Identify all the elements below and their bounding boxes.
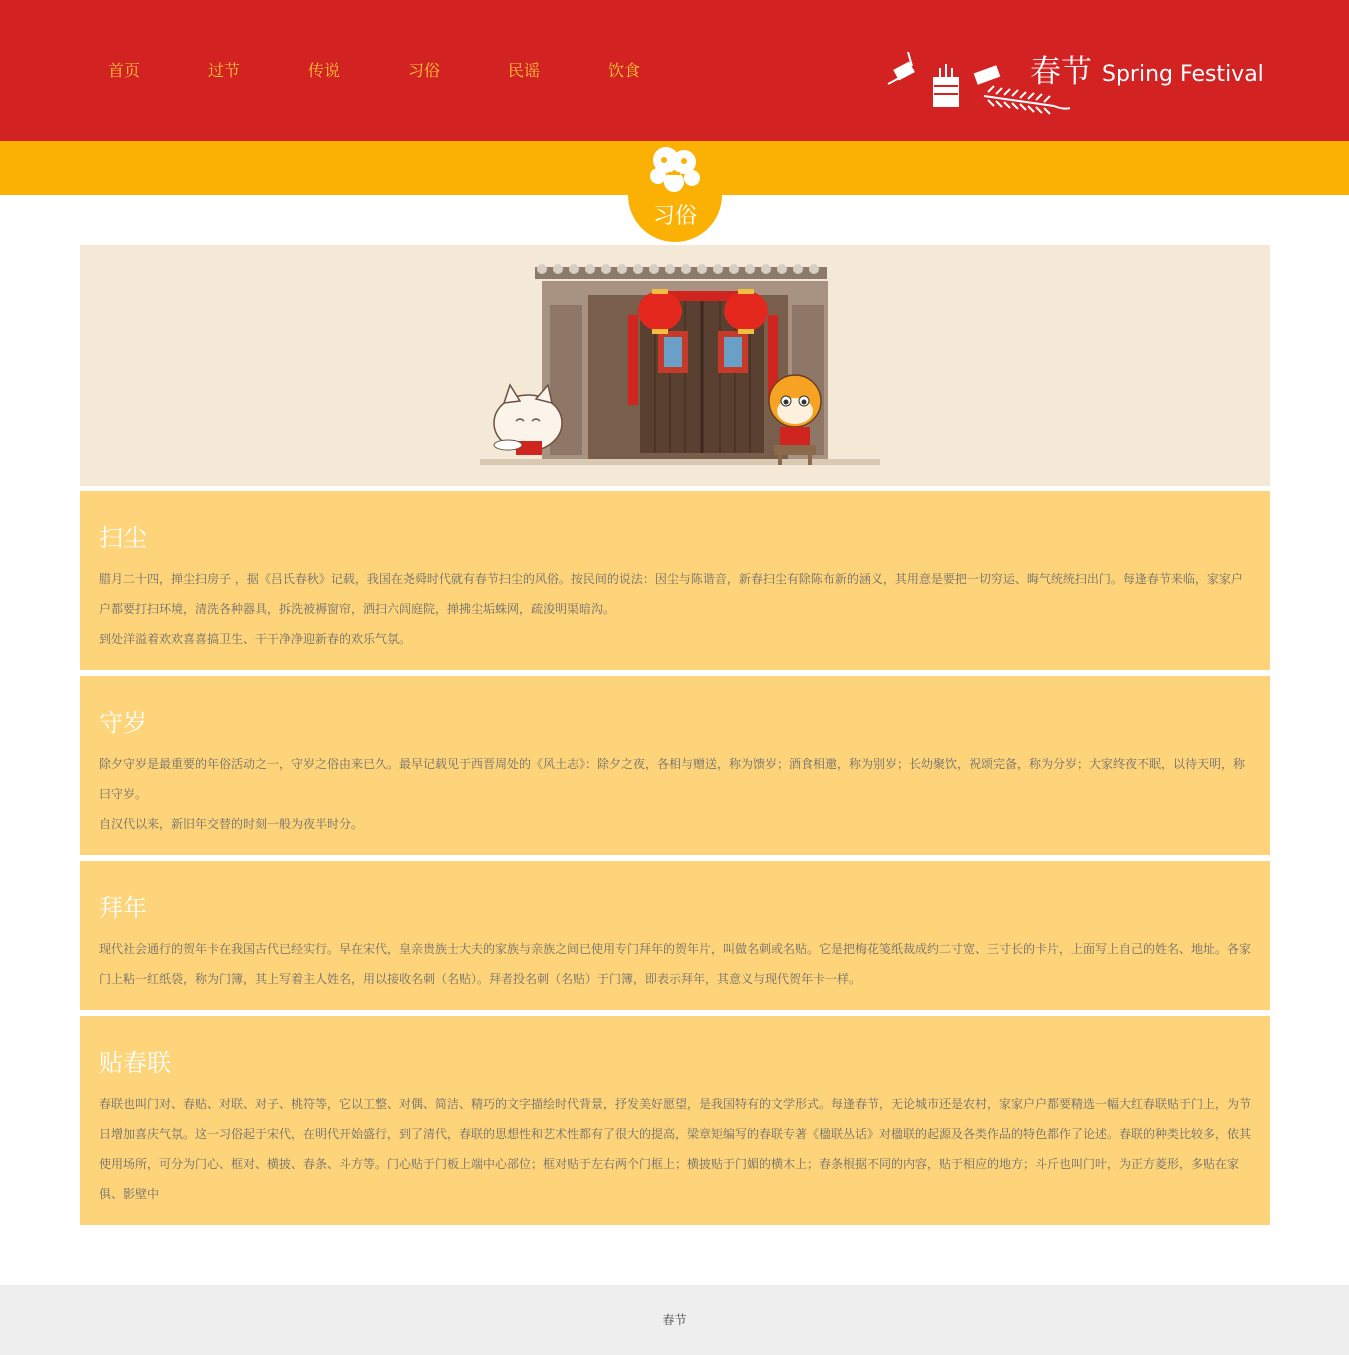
new-year-door-illustration [80, 245, 1270, 486]
nav-item-food[interactable]: 饮食 [608, 61, 641, 80]
footer-text: 春节 [662, 1313, 687, 1327]
section-paragraph: 自汉代以来，新旧年交替的时刻一般为夜半时分。 [99, 817, 364, 831]
site-header [0, 0, 1349, 141]
nav-item-folksong[interactable]: 民谣 [508, 61, 541, 80]
nav-item-festival[interactable]: 过节 [208, 61, 241, 80]
section-title: 守岁 [99, 709, 147, 737]
section-paragraph: 到处洋溢着欢欢喜喜搞卫生、干干净净迎新春的欢乐气氛。 [99, 632, 412, 646]
section-title: 拜年 [99, 894, 147, 922]
lion-dance-icon [640, 140, 710, 196]
site-footer [0, 1285, 1349, 1355]
brand-logo [884, 48, 1264, 128]
nav-item-customs[interactable]: 习俗 [408, 61, 441, 80]
banner-image [80, 245, 1270, 486]
section-new-year-greeting [80, 861, 1270, 1010]
section-new-years-eve [80, 676, 1270, 855]
nav-item-home[interactable]: 首页 [108, 61, 141, 80]
section-paragraph: 现代社会通行的贺年卡在我国古代已经实行。早在宋代，皇亲贵族士大夫的家族与亲族之间已使用专门拜年的贺年片，叫做名刺或名贴。它是把梅花笺纸裁成约二寸宽、三寸长的卡片，上面写上自己的姓名、地址。各家门上粘一红纸袋，称为门簿，其上写着主人姓名，用以接收名刺（名贴）。拜者投名刺（名贴）于门簿，即表示拜年，其意义与现代贺年卡一样。 [99, 942, 1252, 986]
section-sweeping [80, 491, 1270, 670]
nav-item-legend[interactable]: 传说 [308, 61, 341, 80]
section-paragraph: 春联也叫门对、春贴、对联、对子、桃符等，它以工整、对偶、简洁、精巧的文字描绘时代背景，抒发美好愿望，是我国特有的文学形式。每逢春节，无论城市还是农村，家家户户都要精选一幅大红春联贴于门上，为节日增加喜庆气氛。这一习俗起于宋代，在明代开始盛行，到了清代，春联的思想性和艺术性都有了很大的提高，梁章矩编写的春联专著《楹联丛话》对楹联的起源及各类作品的特色都作了论述。春联的种类比较多，依其使用场所，可分为门心、框对、横披、春条、斗方等。门心贴于门板上端中心部位；框对贴于左右两个门框上；横披贴于门媚的横木上；春条根据不同的内容，贴于相应的地方；斗斤也叫门叶，为正方菱形，多贴在家俱、影壁中 [99, 1097, 1252, 1201]
main-nav [108, 60, 708, 82]
brand-title-en: Spring Festival [1102, 62, 1264, 87]
brand-title-cn: 春节 [1030, 54, 1092, 90]
section-title: 贴春联 [99, 1049, 171, 1077]
section-paragraph: 除夕守岁是最重要的年俗活动之一，守岁之俗由来已久。最早记载见于西晋周处的《风土志》：除夕之夜，各相与赠送，称为馈岁；酒食相邀，称为别岁；长幼聚饮，祝颂完备，称为分岁；大家终夜不眠，以待天明，称曰守岁。 [99, 757, 1246, 801]
section-couplets [80, 1016, 1270, 1225]
page-title: 习俗 [652, 204, 697, 229]
section-paragraph: 腊月二十四，掸尘扫房子 ，据《吕氏春秋》记载，我国在尧舜时代就有春节扫尘的风俗。按民间的说法：因尘与陈谐音，新春扫尘有除陈布新的涵义，其用意是要把一切穷运、晦气统统扫出门。每逢春节来临，家家户户都要打扫环境，清洗各种器具，拆洗被褥窗帘，洒扫六闾庭院，掸拂尘垢蛛网，疏浚明渠暗沟。 [99, 572, 1243, 616]
section-title: 扫尘 [99, 524, 147, 552]
